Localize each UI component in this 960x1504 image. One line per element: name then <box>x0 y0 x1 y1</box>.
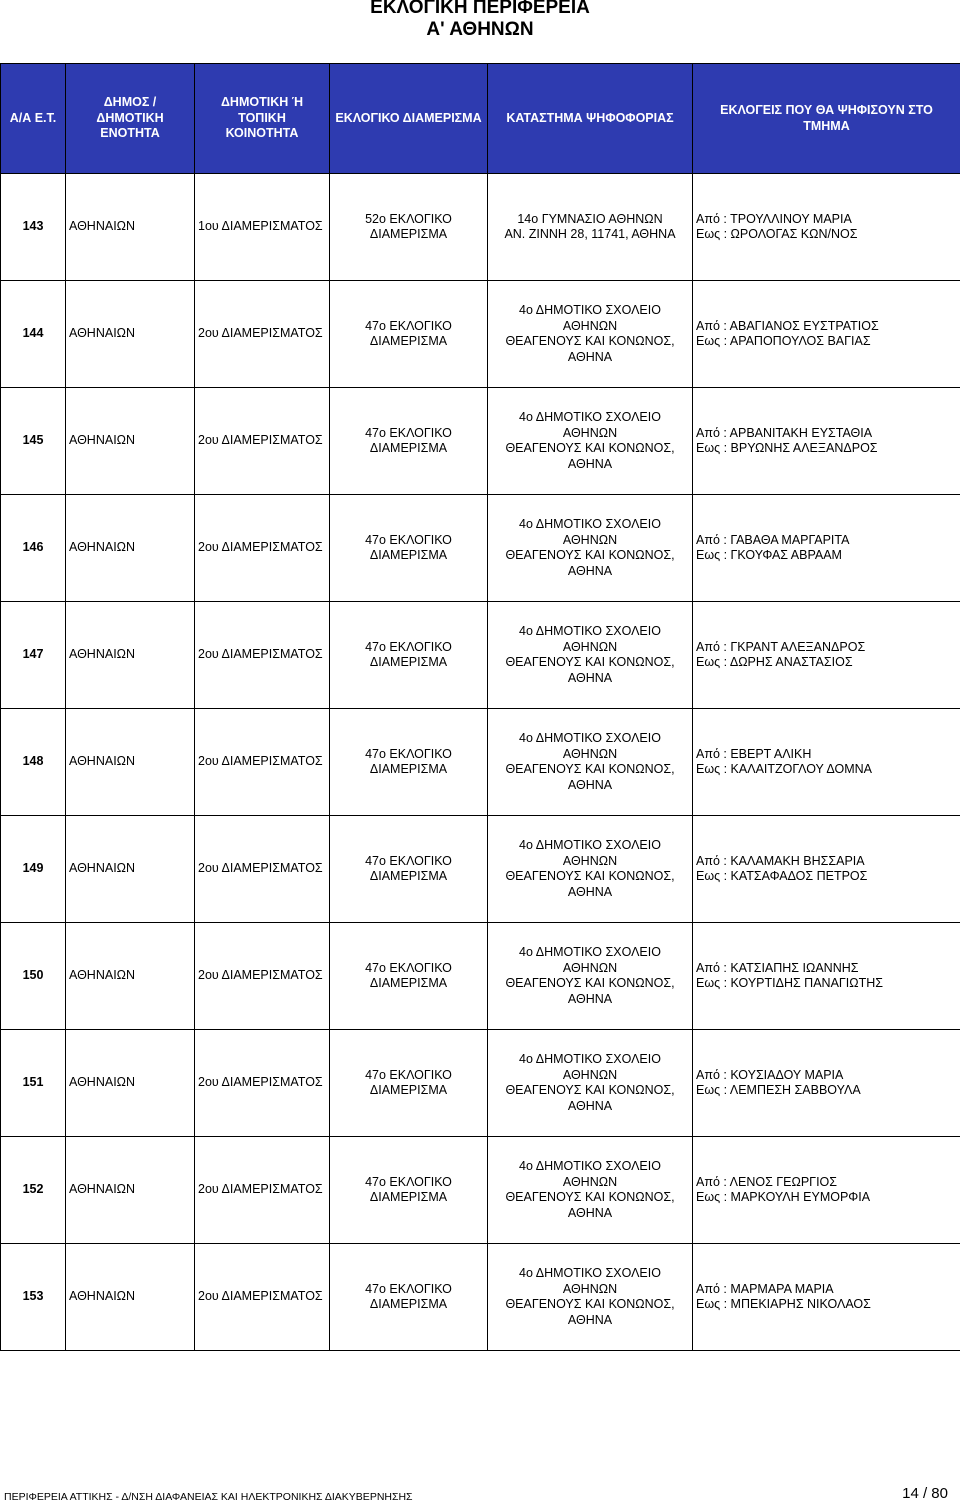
row-koinotita: 2ου ΔΙΑΜΕΡΙΣΜΑΤΟΣ <box>195 1030 330 1137</box>
row-diamerisma: 47ο ΕΚΛΟΓΙΚΟ ΔΙΑΜΕΡΙΣΜΑ <box>330 816 488 923</box>
table-row <box>1 388 960 495</box>
row-number: 152 <box>1 1137 66 1244</box>
row-diamerisma: 47ο ΕΚΛΟΓΙΚΟ ΔΙΑΜΕΡΙΣΜΑ <box>330 602 488 709</box>
row-dimos: ΑΘΗΝΑΙΩΝ <box>66 602 195 709</box>
row-dimos: ΑΘΗΝΑΙΩΝ <box>66 495 195 602</box>
row-diamerisma: 47ο ΕΚΛΟΓΙΚΟ ΔΙΑΜΕΡΙΣΜΑ <box>330 709 488 816</box>
row-ekloges: Από : ΚΑΛΑΜΑΚΗ ΒΗΣΣΑΡΙΑ Εως : ΚΑΤΣΑΦΑΔΟΣ ΠΕΤΡΟΣ <box>693 816 960 923</box>
row-ekloges: Από : ΤΡΟΥΛΛΙΝΟΥ ΜΑΡΙΑ Εως : ΩΡΟΛΟΓΑΣ ΚΩΝ/ΝΟΣ <box>693 174 960 281</box>
row-ekloges: Από : ΓΑΒΑΘΑ ΜΑΡΓΑΡΙΤΑ Εως : ΓΚΟΥΦΑΣ ΑΒΡΑΑΜ <box>693 495 960 602</box>
row-koinotita: 2ου ΔΙΑΜΕΡΙΣΜΑΤΟΣ <box>195 602 330 709</box>
row-number: 150 <box>1 923 66 1030</box>
table-row <box>1 281 960 388</box>
page-number: 14 / 80 <box>902 1485 948 1502</box>
row-diamerisma: 47ο ΕΚΛΟΓΙΚΟ ΔΙΑΜΕΡΙΣΜΑ <box>330 281 488 388</box>
row-diamerisma: 47ο ΕΚΛΟΓΙΚΟ ΔΙΑΜΕΡΙΣΜΑ <box>330 388 488 495</box>
row-katastima: 4ο ΔΗΜΟΤΙΚΟ ΣΧΟΛΕΙΟ ΑΘΗΝΩΝ ΘΕΑΓΕΝΟΥΣ ΚΑΙ ΚΟΝΩΝΟΣ, ΑΘΗΝΑ <box>488 1137 693 1244</box>
row-dimos: ΑΘΗΝΑΙΩΝ <box>66 281 195 388</box>
col-header-ekloges: ΕΚΛΟΓΕΙΣ ΠΟΥ ΘΑ ΨΗΦΙΣΟΥΝ ΣΤΟ ΤΜΗΜΑ <box>693 64 960 174</box>
row-dimos: ΑΘΗΝΑΙΩΝ <box>66 1244 195 1351</box>
footer-organization: ΠΕΡΙΦΕΡΕΙΑ ΑΤΤΙΚΗΣ - Δ/ΝΣΗ ΔΙΑΦΑΝΕΙΑΣ ΚΑΙ ΗΛΕΚΤΡΟΝΙΚΗΣ ΔΙΑΚΥΒΕΡΝΗΣΗΣ <box>4 1491 413 1503</box>
row-koinotita: 2ου ΔΙΑΜΕΡΙΣΜΑΤΟΣ <box>195 816 330 923</box>
row-dimos: ΑΘΗΝΑΙΩΝ <box>66 816 195 923</box>
col-header-ae: Α/Α Ε.Τ. <box>1 64 66 174</box>
table-row <box>1 1244 960 1351</box>
row-number: 146 <box>1 495 66 602</box>
table-row <box>1 1030 960 1137</box>
row-katastima: 4ο ΔΗΜΟΤΙΚΟ ΣΧΟΛΕΙΟ ΑΘΗΝΩΝ ΘΕΑΓΕΝΟΥΣ ΚΑΙ ΚΟΝΩΝΟΣ, ΑΘΗΝΑ <box>488 495 693 602</box>
col-header-dimos: ΔΗΜΟΣ / ΔΗΜΟΤΙΚΗ ΕΝΟΤΗΤΑ <box>66 64 195 174</box>
row-koinotita: 2ου ΔΙΑΜΕΡΙΣΜΑΤΟΣ <box>195 709 330 816</box>
row-koinotita: 2ου ΔΙΑΜΕΡΙΣΜΑΤΟΣ <box>195 1137 330 1244</box>
table-row <box>1 816 960 923</box>
row-number: 147 <box>1 602 66 709</box>
row-ekloges: Από : ΛΕΝΟΣ ΓΕΩΡΓΙΟΣ Εως : ΜΑΡΚΟΥΛΗ ΕΥΜΟΡΦΙΑ <box>693 1137 960 1244</box>
row-ekloges: Από : ΑΡΒΑΝΙΤΑΚΗ ΕΥΣΤΑΘΙΑ Εως : ΒΡΥΩΝΗΣ ΑΛΕΞΑΝΔΡΟΣ <box>693 388 960 495</box>
row-number: 148 <box>1 709 66 816</box>
row-dimos: ΑΘΗΝΑΙΩΝ <box>66 1030 195 1137</box>
row-number: 143 <box>1 174 66 281</box>
table-row <box>1 602 960 709</box>
row-number: 145 <box>1 388 66 495</box>
row-katastima: 14ο ΓΥΜΝΑΣΙΟ ΑΘΗΝΩΝ ΑΝ. ΖΙΝΝΗ 28, 11741, ΑΘΗΝΑ <box>488 174 693 281</box>
row-diamerisma: 52ο ΕΚΛΟΓΙΚΟ ΔΙΑΜΕΡΙΣΜΑ <box>330 174 488 281</box>
table-row <box>1 495 960 602</box>
row-dimos: ΑΘΗΝΑΙΩΝ <box>66 388 195 495</box>
row-katastima: 4ο ΔΗΜΟΤΙΚΟ ΣΧΟΛΕΙΟ ΑΘΗΝΩΝ ΘΕΑΓΕΝΟΥΣ ΚΑΙ ΚΟΝΩΝΟΣ, ΑΘΗΝΑ <box>488 816 693 923</box>
region-title: ΕΚΛΟΓΙΚΗ ΠΕΡΙΦΕΡΕΙΑ <box>370 0 590 18</box>
row-diamerisma: 47ο ΕΚΛΟΓΙΚΟ ΔΙΑΜΕΡΙΣΜΑ <box>330 923 488 1030</box>
row-ekloges: Από : ΚΟΥΣΙΑΔΟΥ ΜΑΡΙΑ Εως : ΛΕΜΠΕΣΗ ΣΑΒΒΟΥΛΑ <box>693 1030 960 1137</box>
row-ekloges: Από : ΚΑΤΣΙΑΠΗΣ ΙΩΑΝΝΗΣ Εως : ΚΟΥΡΤΙΔΗΣ ΠΑΝΑΓΙΩΤΗΣ <box>693 923 960 1030</box>
polling-stations-table <box>0 63 960 1351</box>
row-katastima: 4ο ΔΗΜΟΤΙΚΟ ΣΧΟΛΕΙΟ ΑΘΗΝΩΝ ΘΕΑΓΕΝΟΥΣ ΚΑΙ ΚΟΝΩΝΟΣ, ΑΘΗΝΑ <box>488 923 693 1030</box>
row-diamerisma: 47ο ΕΚΛΟΓΙΚΟ ΔΙΑΜΕΡΙΣΜΑ <box>330 1244 488 1351</box>
row-number: 151 <box>1 1030 66 1137</box>
table-row <box>1 174 960 281</box>
row-diamerisma: 47ο ΕΚΛΟΓΙΚΟ ΔΙΑΜΕΡΙΣΜΑ <box>330 495 488 602</box>
row-katastima: 4ο ΔΗΜΟΤΙΚΟ ΣΧΟΛΕΙΟ ΑΘΗΝΩΝ ΘΕΑΓΕΝΟΥΣ ΚΑΙ ΚΟΝΩΝΟΣ, ΑΘΗΝΑ <box>488 1244 693 1351</box>
row-koinotita: 2ου ΔΙΑΜΕΡΙΣΜΑΤΟΣ <box>195 495 330 602</box>
row-katastima: 4ο ΔΗΜΟΤΙΚΟ ΣΧΟΛΕΙΟ ΑΘΗΝΩΝ ΘΕΑΓΕΝΟΥΣ ΚΑΙ ΚΟΝΩΝΟΣ, ΑΘΗΝΑ <box>488 602 693 709</box>
row-dimos: ΑΘΗΝΑΙΩΝ <box>66 174 195 281</box>
row-diamerisma: 47ο ΕΚΛΟΓΙΚΟ ΔΙΑΜΕΡΙΣΜΑ <box>330 1030 488 1137</box>
row-katastima: 4ο ΔΗΜΟΤΙΚΟ ΣΧΟΛΕΙΟ ΑΘΗΝΩΝ ΘΕΑΓΕΝΟΥΣ ΚΑΙ ΚΟΝΩΝΟΣ, ΑΘΗΝΑ <box>488 281 693 388</box>
row-koinotita: 2ου ΔΙΑΜΕΡΙΣΜΑΤΟΣ <box>195 388 330 495</box>
row-number: 153 <box>1 1244 66 1351</box>
row-number: 144 <box>1 281 66 388</box>
row-dimos: ΑΘΗΝΑΙΩΝ <box>66 923 195 1030</box>
row-koinotita: 2ου ΔΙΑΜΕΡΙΣΜΑΤΟΣ <box>195 1244 330 1351</box>
row-koinotita: 2ου ΔΙΑΜΕΡΙΣΜΑΤΟΣ <box>195 923 330 1030</box>
row-number: 149 <box>1 816 66 923</box>
row-koinotita: 2ου ΔΙΑΜΕΡΙΣΜΑΤΟΣ <box>195 281 330 388</box>
row-ekloges: Από : ΜΑΡΜΑΡΑ ΜΑΡΙΑ Εως : ΜΠΕΚΙΑΡΗΣ ΝΙΚΟΛΑΟΣ <box>693 1244 960 1351</box>
row-ekloges: Από : ΕΒΕΡΤ ΑΛΙΚΗ Εως : ΚΑΛΑΙΤΖΟΓΛΟΥ ΔΟΜΝΑ <box>693 709 960 816</box>
row-dimos: ΑΘΗΝΑΙΩΝ <box>66 709 195 816</box>
row-katastima: 4ο ΔΗΜΟΤΙΚΟ ΣΧΟΛΕΙΟ ΑΘΗΝΩΝ ΘΕΑΓΕΝΟΥΣ ΚΑΙ ΚΟΝΩΝΟΣ, ΑΘΗΝΑ <box>488 388 693 495</box>
row-katastima: 4ο ΔΗΜΟΤΙΚΟ ΣΧΟΛΕΙΟ ΑΘΗΝΩΝ ΘΕΑΓΕΝΟΥΣ ΚΑΙ ΚΟΝΩΝΟΣ, ΑΘΗΝΑ <box>488 1030 693 1137</box>
row-diamerisma: 47ο ΕΚΛΟΓΙΚΟ ΔΙΑΜΕΡΙΣΜΑ <box>330 1137 488 1244</box>
row-katastima: 4ο ΔΗΜΟΤΙΚΟ ΣΧΟΛΕΙΟ ΑΘΗΝΩΝ ΘΕΑΓΕΝΟΥΣ ΚΑΙ ΚΟΝΩΝΟΣ, ΑΘΗΝΑ <box>488 709 693 816</box>
row-ekloges: Από : ΑΒΑΓΙΑΝΟΣ ΕΥΣΤΡΑΤΙΟΣ Εως : ΑΡΑΠΟΠΟΥΛΟΣ ΒΑΓΙΑΣ <box>693 281 960 388</box>
row-ekloges: Από : ΓΚΡΑΝΤ ΑΛΕΞΑΝΔΡΟΣ Εως : ΔΩΡΗΣ ΑΝΑΣΤΑΣΙΟΣ <box>693 602 960 709</box>
col-header-katastima: ΚΑΤΑΣΤΗΜΑ ΨΗΦΟΦΟΡΙΑΣ <box>488 64 693 174</box>
table-row <box>1 709 960 816</box>
table-row <box>1 1137 960 1244</box>
col-header-koinotita: ΔΗΜΟΤΙΚΗ Ή ΤΟΠΙΚΗ ΚΟΙΝΟΤΗΤΑ <box>195 64 330 174</box>
row-dimos: ΑΘΗΝΑΙΩΝ <box>66 1137 195 1244</box>
constituency-title: Α' ΑΘΗΝΩΝ <box>426 19 534 40</box>
row-koinotita: 1ου ΔΙΑΜΕΡΙΣΜΑΤΟΣ <box>195 174 330 281</box>
table-body <box>1 174 960 1351</box>
table-row <box>1 923 960 1030</box>
col-header-diamerisma: ΕΚΛΟΓΙΚΟ ΔΙΑΜΕΡΙΣΜΑ <box>330 64 488 174</box>
table-header-row <box>1 64 960 174</box>
